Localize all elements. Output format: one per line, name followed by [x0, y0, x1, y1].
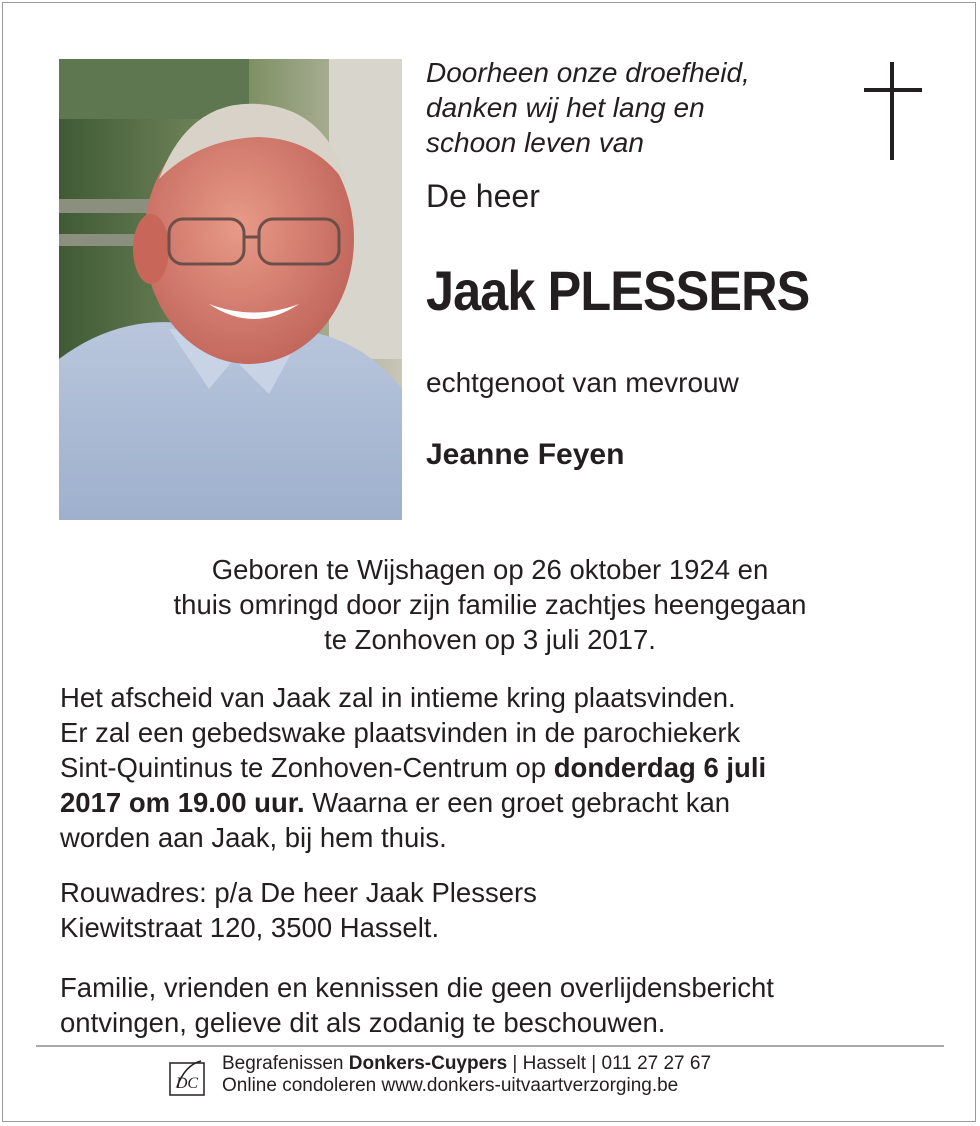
intro-line: danken wij het lang en: [426, 92, 705, 123]
footer-city: Hasselt: [522, 1053, 586, 1074]
vigil-time: 2017 om 19.00 uur.: [60, 787, 305, 818]
footer-online-line: [222, 1075, 711, 1097]
cross-icon: [864, 62, 922, 160]
birth-death-line: te Zonhoven op 3 juli 2017.: [324, 624, 656, 655]
farewell-line: Er zal een gebedswake plaatsvinden in de parochiekerk: [60, 717, 741, 748]
relation-text: echtgenoot van mevrouw: [426, 367, 739, 398]
mourning-address: [60, 875, 940, 945]
farewell-paragraph: [60, 680, 940, 855]
footer-company-line: [222, 1053, 711, 1075]
farewell-text: Waarna er een groet gebracht kan: [304, 787, 731, 818]
portrait-photo: [59, 59, 402, 520]
footer: [222, 1053, 711, 1097]
logo-letters: DC: [175, 1075, 199, 1092]
vigil-date: donderdag 6 juli: [553, 752, 767, 783]
footer-sep: |: [507, 1053, 523, 1074]
address-line: Rouwadres: p/a De heer Jaak Plessers: [60, 877, 537, 908]
intro-text: [426, 55, 750, 160]
farewell-line: worden aan Jaak, bij hem thuis.: [60, 822, 447, 853]
footer-divider: [36, 1045, 944, 1047]
footer-online-label: Online condoleren: [222, 1075, 382, 1096]
farewell-line: [60, 785, 940, 820]
address-line: Kiewitstraat 120, 3500 Hasselt.: [60, 912, 440, 943]
footer-company: Donkers-Cuypers: [348, 1053, 508, 1074]
intro-line: Doorheen onze droefheid,: [426, 57, 750, 88]
birth-death-line: thuis omringd door zijn familie zachtjes heengegaan: [173, 589, 807, 620]
funeral-home-logo-icon: [167, 1057, 209, 1099]
spouse-name: Jeanne Feyen: [426, 438, 625, 471]
farewell-text: Sint-Quintinus te Zonhoven-Centrum op: [60, 752, 554, 783]
birth-death-text: [60, 552, 920, 657]
family-note: [60, 970, 940, 1040]
intro-line: schoon leven van: [426, 127, 644, 158]
deceased-name: Jaak PLESSERS: [426, 259, 810, 322]
footer-website-link[interactable]: www.donkers-uitvaartverzorging.be: [381, 1075, 679, 1096]
footer-prefix: Begrafenissen: [222, 1053, 349, 1074]
footer-sep: |: [586, 1053, 602, 1074]
footer-phone: 011 27 27 67: [601, 1053, 712, 1074]
farewell-line: [60, 750, 940, 785]
salutation: De heer: [426, 178, 540, 214]
birth-death-line: Geboren te Wijshagen op 26 oktober 1924 en: [211, 554, 769, 585]
family-note-line: ontvingen, gelieve dit als zodanig te beschouwen.: [60, 1007, 666, 1038]
farewell-line: Het afscheid van Jaak zal in intieme kring plaatsvinden.: [60, 682, 736, 713]
family-note-line: Familie, vrienden en kennissen die geen overlijdensbericht: [60, 972, 774, 1003]
